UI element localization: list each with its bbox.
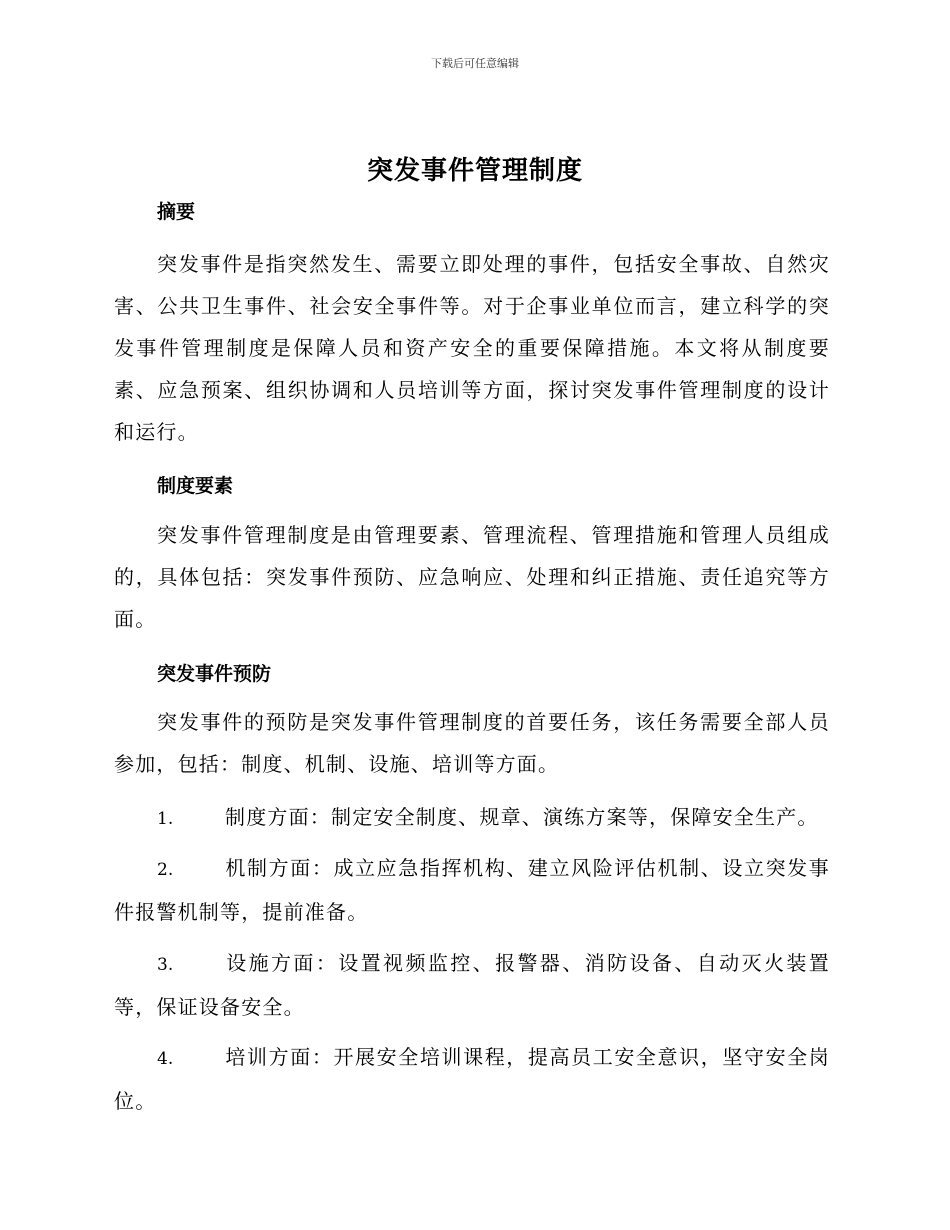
list-item-number: 1.	[157, 809, 174, 829]
document-title: 突发事件管理制度	[366, 156, 583, 186]
section-heading-abstract: 摘要	[157, 201, 196, 223]
list-item	[114, 847, 830, 933]
header-note: 下载后可任意编辑	[431, 57, 519, 70]
list-item	[114, 1036, 830, 1122]
list-item-number: 4.	[157, 1049, 174, 1069]
list-item-number: 3.	[157, 955, 174, 975]
list-item	[114, 796, 830, 840]
list-item-text: 制度方面：制定安全制度、规章、演练方案等，保障安全生产。	[225, 805, 819, 829]
list-item	[114, 942, 830, 1028]
list-item-number: 2.	[157, 860, 174, 880]
list-item-text: 设施方面：设置视频监控、报警器、消防设备、自动灭火装置等，保证设备安全。	[114, 951, 830, 1019]
elements-paragraph: 突发事件管理制度是由管理要素、管理流程、管理措施和管理人员组成的，具体包括：突发事件预防、应急响应、处理和纠正措施、责任追究等方面。	[114, 523, 830, 631]
prevention-paragraph: 突发事件的预防是突发事件管理制度的首要任务，该任务需要全部人员参加，包括：制度、机制、设施、培训等方面。	[114, 710, 830, 776]
section-heading-prevention: 突发事件预防	[157, 663, 272, 685]
list-item-text: 培训方面：开展安全培训课程，提高员工安全意识，坚守安全岗位。	[114, 1045, 830, 1113]
abstract-paragraph: 突发事件是指突然发生、需要立即处理的事件，包括安全事故、自然灾害、公共卫生事件、社会安全事件等。对于企事业单位而言，建立科学的突发事件管理制度是保障人员和资产安全的重要保障措施。本文将从制度要素、应急预案、组织协调和人员培训等方面，探讨突发事件管理制度的设计和运行。	[114, 252, 830, 444]
section-heading-elements: 制度要素	[157, 475, 234, 497]
list-item-text: 机制方面：成立应急指挥机构、建立风险评估机制、设立突发事件报警机制等，提前准备。	[114, 856, 830, 924]
